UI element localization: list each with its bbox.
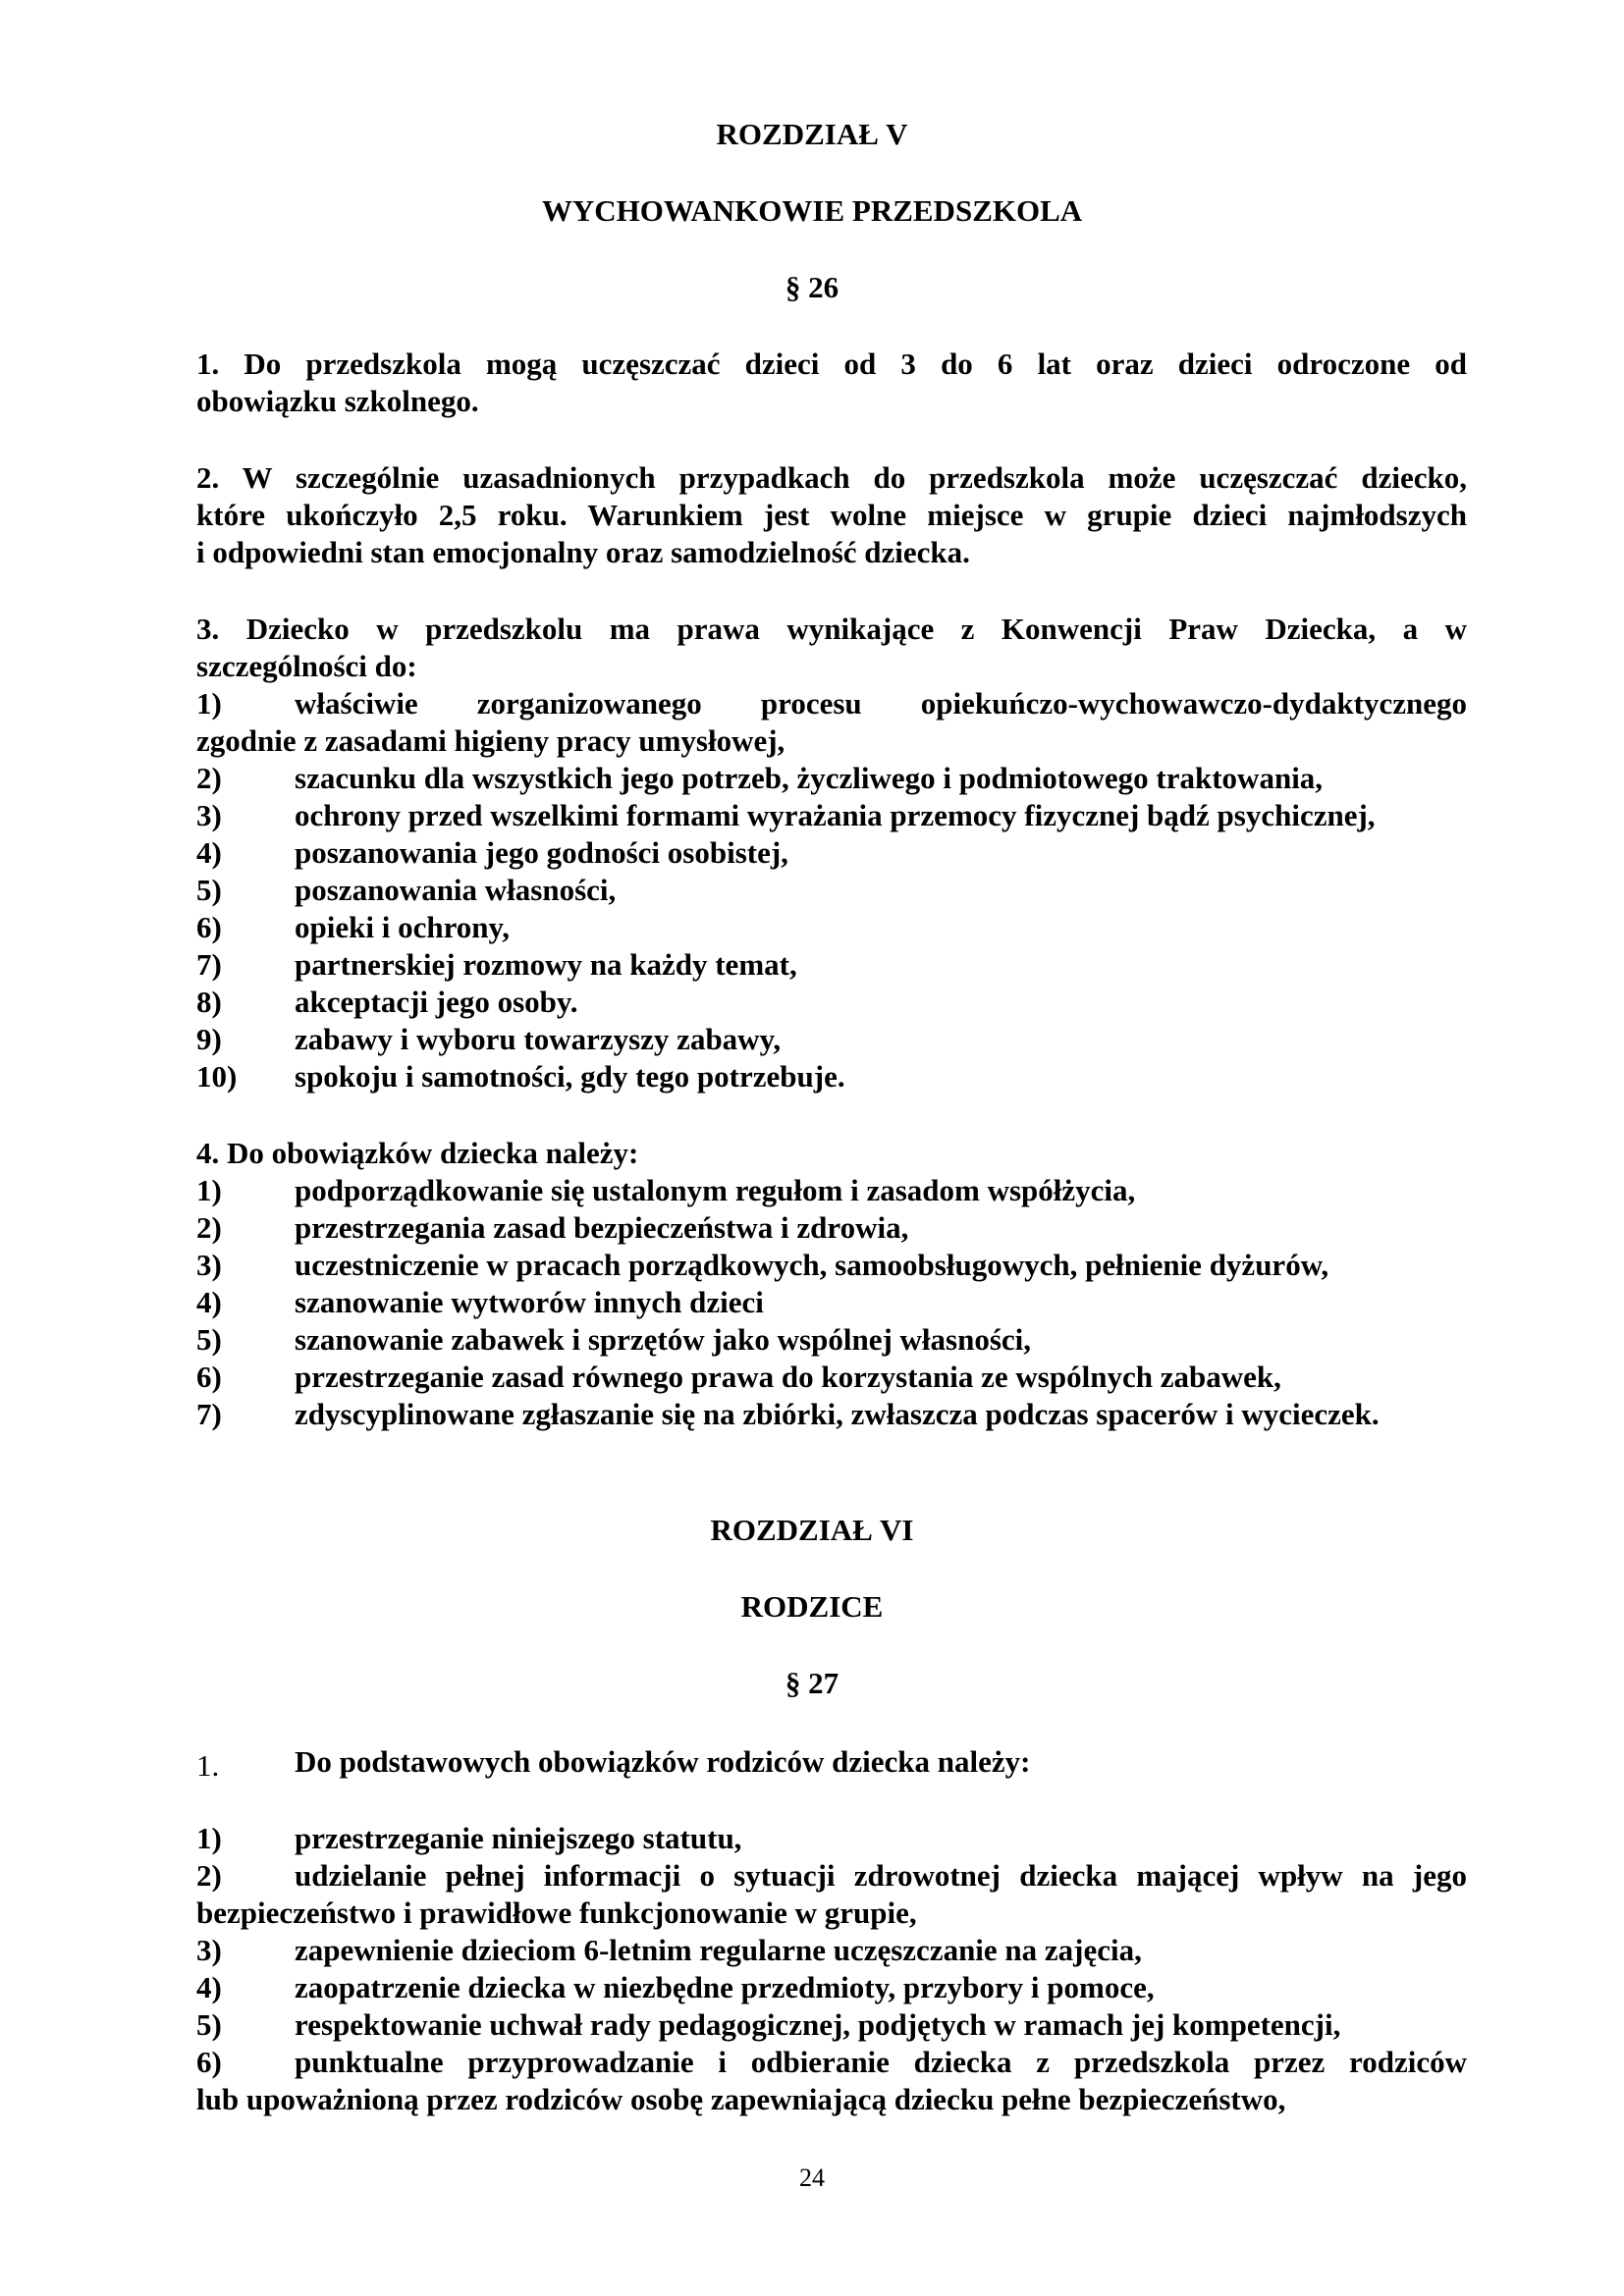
paragraph-2-line-2: które ukończyło 2,5 roku. Warunkiem jest wolne miejsce w grupie dzieci najmłodszych xyxy=(196,498,1467,532)
list-number: 1) xyxy=(196,1173,222,1207)
paragraph-2-line-1: 2. W szczególnie uzasadnionych przypadkach do przedszkola może uczęszczać dziecko, xyxy=(196,460,1467,495)
list-number: 5) xyxy=(196,1322,222,1357)
list-text: przestrzeganie niniejszego statutu, xyxy=(295,1821,742,1855)
rights-item-1-line-2: zgodnie z zasadami higieny pracy umysłowej, xyxy=(196,723,785,758)
list-number: 2) xyxy=(196,761,222,795)
list-number: 8) xyxy=(196,985,222,1019)
list-number: 3) xyxy=(196,1933,222,1967)
list-text: partnerskiej rozmowy na każdy temat, xyxy=(295,947,797,982)
list-number: 5) xyxy=(196,2007,222,2042)
list-text: zapewnienie dzieciom 6-letnim regularne uczęszczanie na zajęcia, xyxy=(295,1933,1142,1967)
list-text: przestrzegania zasad bezpieczeństwa i zdrowia, xyxy=(295,1210,909,1245)
list-number: 7) xyxy=(196,1397,222,1431)
section-number: § 27 xyxy=(785,1666,839,1700)
list-number: 9) xyxy=(196,1022,222,1056)
page-number: 24 xyxy=(799,2163,825,2192)
chapter-title: ROZDZIAŁ VI xyxy=(710,1513,914,1547)
list-number: 3) xyxy=(196,798,222,832)
parent-item-2-line-1: udzielanie pełnej informacji o sytuacji zdrowotnej dziecka mającej wpływ na jego xyxy=(295,1858,1467,1893)
list-text: opieki i ochrony, xyxy=(295,910,511,944)
list-text: ochrony przed wszelkimi formami wyrażania przemocy fizycznej bądź psychicznej, xyxy=(295,798,1376,832)
list-number: 10) xyxy=(196,1059,238,1094)
list-number: 5) xyxy=(196,873,222,907)
chapter-title: ROZDZIAŁ V xyxy=(716,117,908,151)
list-number: 4) xyxy=(196,1970,222,2004)
list-text: uczestniczenie w pracach porządkowych, samoobsługowych, pełnienie dyżurów, xyxy=(295,1248,1329,1282)
paragraph-2-line-3: i odpowiedni stan emocjonalny oraz samodzielność dziecka. xyxy=(196,535,970,569)
list-text: respektowanie uchwał rady pedagogicznej, podjętych w ramach jej kompetencji, xyxy=(295,2007,1341,2042)
list-number: 6) xyxy=(196,1360,222,1394)
paragraph-number: 1. xyxy=(196,1748,220,1783)
paragraph-3-line-1: 3. Dziecko w przedszkolu ma prawa wynikające z Konwencji Praw Dziecka, a w xyxy=(196,612,1467,646)
chapter-subtitle: WYCHOWANKOWIE PRZEDSZKOLA xyxy=(541,193,1083,228)
paragraph-3-line-2: szczególności do: xyxy=(196,649,417,683)
paragraph-4: 4. Do obowiązków dziecka należy: xyxy=(196,1136,639,1170)
list-number: 4) xyxy=(196,1285,222,1319)
list-number: 1) xyxy=(196,1821,222,1855)
parent-item-6-line-1: punktualne przyprowadzanie i odbieranie dziecka z przedszkola przez rodziców xyxy=(295,2045,1467,2079)
list-number: 4) xyxy=(196,835,222,870)
paragraph-1-line-1: 1. Do przedszkola mogą uczęszczać dzieci od 3 do 6 lat oraz dzieci odroczone od xyxy=(196,347,1467,381)
list-text: poszanowania jego godności osobistej, xyxy=(295,835,788,870)
rights-item-1-line-1: właściwie zorganizowanego procesu opiekuńczo-wychowawczo-dydaktycznego xyxy=(295,686,1467,721)
list-number: 7) xyxy=(196,947,222,982)
paragraph-1-line-2: obowiązku szkolnego. xyxy=(196,384,479,418)
list-number: 2) xyxy=(196,1210,222,1245)
list-text: zdyscyplinowane zgłaszanie się na zbiórki, zwłaszcza podczas spacerów i wycieczek. xyxy=(295,1397,1380,1431)
list-text: akceptacji jego osoby. xyxy=(295,985,578,1019)
list-number: 6) xyxy=(196,2045,222,2079)
list-number: 6) xyxy=(196,910,222,944)
list-text: szanowanie zabawek i sprzętów jako wspólnej własności, xyxy=(295,1322,1032,1357)
list-number: 1) xyxy=(196,686,222,721)
list-text: spokoju i samotności, gdy tego potrzebuje. xyxy=(295,1059,845,1094)
chapter-subtitle: RODZICE xyxy=(740,1589,884,1624)
paragraph-text: Do podstawowych obowiązków rodziców dziecka należy: xyxy=(295,1744,1031,1779)
list-text: poszanowania własności, xyxy=(295,873,617,907)
list-text: zaopatrzenie dziecka w niezbędne przedmioty, przybory i pomoce, xyxy=(295,1970,1155,2004)
list-number: 3) xyxy=(196,1248,222,1282)
list-text: szanowanie wytworów innych dzieci xyxy=(295,1285,764,1319)
list-text: podporządkowanie się ustalonym regułom i zasadom współżycia, xyxy=(295,1173,1136,1207)
list-text: szacunku dla wszystkich jego potrzeb, życzliwego i podmiotowego traktowania, xyxy=(295,761,1324,795)
list-number: 2) xyxy=(196,1858,222,1893)
parent-item-6-line-2: lub upoważnioną przez rodziców osobę zapewniającą dziecku pełne bezpieczeństwo, xyxy=(196,2082,1286,2116)
parent-item-2-line-2: bezpieczeństwo i prawidłowe funkcjonowanie w grupie, xyxy=(196,1896,917,1930)
section-number: § 26 xyxy=(785,270,839,304)
list-text: przestrzeganie zasad równego prawa do korzystania ze wspólnych zabawek, xyxy=(295,1360,1281,1394)
list-text: zabawy i wyboru towarzyszy zabawy, xyxy=(295,1022,782,1056)
